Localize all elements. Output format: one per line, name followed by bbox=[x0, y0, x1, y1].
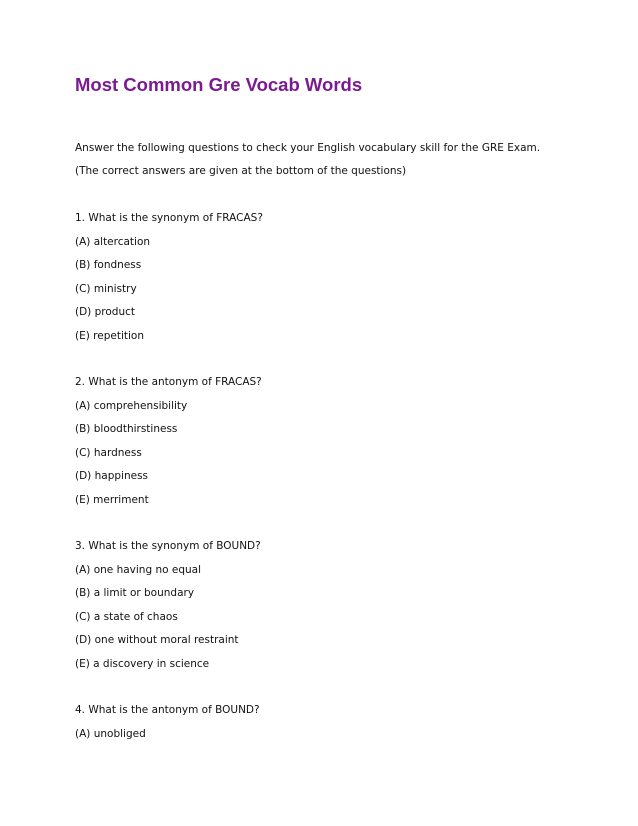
question-1-option-c: (C) ministry bbox=[75, 283, 137, 295]
question-2-prompt: 2. What is the antonym of FRACAS? bbox=[75, 376, 262, 388]
question-2-option-c: (C) hardness bbox=[75, 447, 142, 459]
question-1-option-b: (B) fondness bbox=[75, 259, 142, 271]
question-1-option-d: (D) product bbox=[75, 306, 136, 318]
question-3-prompt: 3. What is the synonym of BOUND? bbox=[75, 540, 261, 552]
question-1-prompt: 1. What is the synonym of FRACAS? bbox=[75, 212, 263, 224]
intro-instructions: Answer the following questions to check your English vocabulary skill for the GRE Exam. bbox=[75, 142, 541, 154]
question-1-option-e: (E) repetition bbox=[75, 330, 144, 342]
question-3-option-a: (A) one having no equal bbox=[75, 564, 202, 576]
question-3-option-b: (B) a limit or boundary bbox=[75, 587, 195, 599]
document-title: Most Common Gre Vocab Words bbox=[75, 74, 363, 95]
question-2-option-a: (A) comprehensibility bbox=[75, 400, 188, 412]
question-4-prompt: 4. What is the antonym of BOUND? bbox=[75, 704, 260, 716]
question-3-option-d: (D) one without moral restraint bbox=[75, 634, 239, 646]
intro-note: (The correct answers are given at the bottom of the questions) bbox=[75, 165, 407, 177]
question-2-option-d: (D) happiness bbox=[75, 470, 149, 482]
question-2-option-e: (E) merriment bbox=[75, 494, 149, 506]
question-3-option-c: (C) a state of chaos bbox=[75, 611, 178, 623]
question-2-option-b: (B) bloodthirstiness bbox=[75, 423, 178, 435]
question-1-option-a: (A) altercation bbox=[75, 236, 151, 248]
question-4-option-a: (A) unobliged bbox=[75, 728, 146, 740]
question-3-option-e: (E) a discovery in science bbox=[75, 658, 210, 670]
